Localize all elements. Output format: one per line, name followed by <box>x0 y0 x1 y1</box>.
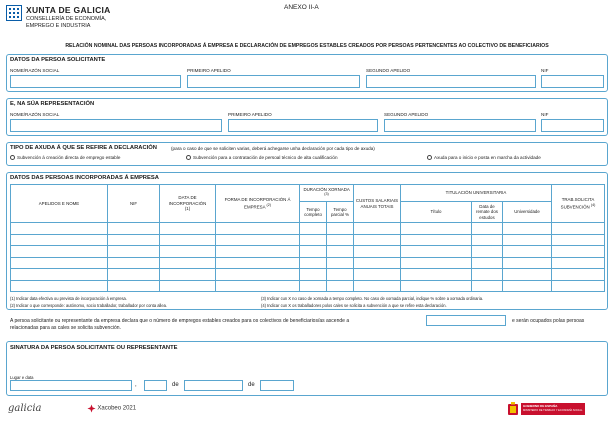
persons-table-body <box>11 223 605 292</box>
cell-degree-date[interactable] <box>472 223 503 235</box>
table-row <box>11 280 605 292</box>
cell-full-time[interactable] <box>300 280 327 292</box>
place-date-label: Lugar e data <box>10 375 34 380</box>
representative-surname2-label: SEGUNDO APELIDO <box>384 112 429 117</box>
cell-date[interactable] <box>160 280 216 292</box>
year-field[interactable] <box>260 380 294 391</box>
applicant-name-field[interactable] <box>10 75 181 88</box>
cell-part-time[interactable] <box>327 280 354 292</box>
cell-date[interactable] <box>160 257 216 269</box>
cell-names[interactable] <box>11 223 108 235</box>
document-title: RELACIÓN NOMINAL DAS PERSOAS INCORPORADAS Á EMPRESA E DECLARACIÓN DE EMPREGOS ESTABLES CREADOS POR PERSOAS PERTENCENTES AO COLECTIVO DE BENEFICIARIOS <box>65 43 549 49</box>
aid-option-3-radio[interactable] <box>427 155 432 160</box>
cell-date[interactable] <box>160 246 216 258</box>
xunta-emblem-icon <box>6 5 22 21</box>
col-date-header: DATA DE INCORPORACIÓN (1) <box>160 185 216 223</box>
xacobeo-wordmark: Xacobeo 2021 <box>97 405 137 412</box>
aid-option-1-label: Subvención á creación directa de emprego estable <box>17 155 121 160</box>
cell-form[interactable] <box>216 246 300 258</box>
aid-option-2-label: Subvención para a contratación de persoal técnico de alta cualificación <box>193 155 338 160</box>
col-form-header: FORMA DE INCORPORACIÓN Á EMPRESA $^{(2)}$ <box>216 185 300 223</box>
cell-nif[interactable] <box>108 234 160 246</box>
cell-degree-date[interactable] <box>472 234 503 246</box>
cell-part-time[interactable] <box>327 246 354 258</box>
representative-surname1-label: PRIMEIRO APELIDO <box>228 112 272 117</box>
aid-option-1-radio[interactable] <box>10 155 15 160</box>
cell-degree-univ[interactable] <box>503 234 552 246</box>
cell-costs[interactable] <box>354 280 401 292</box>
col-degree-title-header: Título <box>401 202 472 223</box>
col-degree-univ-header: Universidade <box>503 202 552 223</box>
signature-title: SINATURA DA PERSOA SOLICITANTE OU REPRESENTANTE <box>10 345 178 351</box>
aid-type-note: (para o caso de que se soliciten varias, deberá achegarse unha declaración por cada tipo de axuda) <box>171 146 375 151</box>
cell-request[interactable] <box>552 246 605 258</box>
declaration-text-2: relacionadas para as cales se solicita subvención. <box>10 325 121 331</box>
cell-full-time[interactable] <box>300 257 327 269</box>
galicia-logo <box>8 403 42 415</box>
applicant-surname2-field[interactable] <box>366 75 536 88</box>
ministry-logo <box>507 402 587 418</box>
cell-nif[interactable] <box>108 257 160 269</box>
ministry-box <box>521 403 585 415</box>
jobs-count-field[interactable] <box>426 315 506 326</box>
cell-nif[interactable] <box>108 280 160 292</box>
cell-costs[interactable] <box>354 234 401 246</box>
representative-nif-label: NIF <box>541 112 549 117</box>
cell-degree-title[interactable] <box>401 246 472 258</box>
representative-title: E, NA SÚA REPRESENTACIÓN <box>10 101 95 107</box>
cell-request[interactable] <box>552 257 605 269</box>
applicant-surname1-field[interactable] <box>187 75 360 88</box>
col-request-header: TRAB.SOLICITA SUBVENCIÓN $^{(4)}$ <box>552 185 605 223</box>
place-field[interactable] <box>10 380 132 391</box>
representative-nif-field[interactable] <box>541 119 604 132</box>
cell-full-time[interactable] <box>300 223 327 235</box>
cell-degree-univ[interactable] <box>503 246 552 258</box>
cell-names[interactable] <box>11 269 108 281</box>
representative-name-field[interactable] <box>10 119 222 132</box>
cell-request[interactable] <box>552 280 605 292</box>
footnote-3: (3) Indicar cun X no caso de xornada a tempo completo. No caso de xornada parcial, indique % sobre a xornada ordinaria. <box>261 296 484 301</box>
col-costs-header: CUSTOS SALARIAIS ANUAIS TOTAIS <box>354 185 401 223</box>
cell-form[interactable] <box>216 280 300 292</box>
spain-coat-of-arms-icon <box>507 402 519 416</box>
cell-degree-title[interactable] <box>401 223 472 235</box>
cell-nif[interactable] <box>108 223 160 235</box>
cell-degree-date[interactable] <box>472 280 503 292</box>
annex-label: ANEXO II-A <box>284 4 319 11</box>
aid-option-2-radio[interactable] <box>186 155 191 160</box>
cell-names[interactable] <box>11 234 108 246</box>
aid-type-title: TIPO DE AXUDA Á QUE SE REFIRE A DECLARACIÓN <box>10 145 157 151</box>
cell-date[interactable] <box>160 269 216 281</box>
table-row <box>11 234 605 246</box>
persons-title: DATOS DAS PERSOAS INCORPORADAS Á EMPRESA <box>10 175 159 181</box>
cell-full-time[interactable] <box>300 234 327 246</box>
cell-part-time[interactable] <box>327 223 354 235</box>
cell-date[interactable] <box>160 223 216 235</box>
place-date-separator: , <box>135 382 137 388</box>
declaration-text-1: A persoa solicitante ou representante da empresa declara que o número de empregos estables creados para os colectivos de beneficiarios/as ascende a <box>10 318 350 324</box>
cell-nif[interactable] <box>108 269 160 281</box>
cell-degree-title[interactable] <box>401 280 472 292</box>
aid-option-3-label: Axuda para o inicio e posta en marcha da actividade <box>434 155 541 160</box>
cell-part-time[interactable] <box>327 269 354 281</box>
cell-degree-date[interactable] <box>472 257 503 269</box>
department-line2: EMPREGO E INDUSTRIA <box>26 23 91 29</box>
col-duration-header: DURACIÓN XORNADA $^{(3)}$ <box>300 185 354 202</box>
cell-costs[interactable] <box>354 246 401 258</box>
col-degree-date-header: Data de remate dos estudos <box>472 202 503 223</box>
cell-nif[interactable] <box>108 246 160 258</box>
col-degree-header: TITULACIÓN UNIVERSITARIA <box>401 185 552 202</box>
cell-degree-univ[interactable] <box>503 223 552 235</box>
col-full-time-header: Tempo completo <box>300 202 327 223</box>
applicant-name-label: NOME/RAZÓN SOCIAL <box>10 68 60 73</box>
date-de-2: de <box>248 382 255 388</box>
xacobeo-logo <box>87 404 136 416</box>
cell-degree-univ[interactable] <box>503 257 552 269</box>
applicant-nif-field[interactable] <box>541 75 604 88</box>
xunta-logo <box>6 5 22 21</box>
cell-form[interactable] <box>216 269 300 281</box>
cell-request[interactable] <box>552 223 605 235</box>
applicant-surname2-label: SEGUNDO APELIDO <box>366 68 411 73</box>
cell-degree-title[interactable] <box>401 269 472 281</box>
month-field[interactable] <box>184 380 243 391</box>
cell-degree-date[interactable] <box>472 246 503 258</box>
representative-surname1-field[interactable] <box>228 119 378 132</box>
table-row <box>11 246 605 258</box>
applicant-surname1-label: PRIMEIRO APELIDO <box>187 68 231 73</box>
cell-names[interactable] <box>11 246 108 258</box>
cell-costs[interactable] <box>354 223 401 235</box>
table-row <box>11 223 605 235</box>
cell-costs[interactable] <box>354 257 401 269</box>
date-de-1: de <box>172 382 179 388</box>
day-field[interactable] <box>144 380 167 391</box>
department-line1: CONSELLERÍA DE ECONOMÍA, <box>26 16 107 22</box>
table-row <box>11 257 605 269</box>
footnote-1: (1) Indicar data efectiva ou prevista de incorporación á empresa. <box>10 296 127 301</box>
cell-costs[interactable] <box>354 269 401 281</box>
cell-names[interactable] <box>11 280 108 292</box>
cell-part-time[interactable] <box>327 234 354 246</box>
cell-degree-title[interactable] <box>401 257 472 269</box>
persons-table <box>10 184 605 292</box>
cell-request[interactable] <box>552 269 605 281</box>
cell-degree-univ[interactable] <box>503 280 552 292</box>
col-names-header: APELIDOS E NOME <box>11 185 108 223</box>
galicia-wordmark: galicia <box>8 403 42 414</box>
org-name: XUNTA DE GALICIA <box>26 5 111 15</box>
cell-full-time[interactable] <box>300 269 327 281</box>
applicant-title: DATOS DA PERSOA SOLICITANTE <box>10 57 106 63</box>
col-nif-header: NIF <box>108 185 160 223</box>
cell-form[interactable] <box>216 257 300 269</box>
cell-form[interactable] <box>216 223 300 235</box>
cell-part-time[interactable] <box>327 257 354 269</box>
footnote-4: (4) Indicar cun X os traballadores polos cales se solicita a subvención a que se refire esta declaración. <box>261 303 447 308</box>
xacobeo-icon <box>87 404 96 413</box>
applicant-nif-label: NIF <box>541 68 549 73</box>
representative-surname2-field[interactable] <box>384 119 536 132</box>
col-part-time-header: Tempo parcial % <box>327 202 354 223</box>
cell-request[interactable] <box>552 234 605 246</box>
cell-names[interactable] <box>11 257 108 269</box>
cell-date[interactable] <box>160 234 216 246</box>
table-row <box>11 269 605 281</box>
cell-degree-univ[interactable] <box>503 269 552 281</box>
ministry-line1: GOBIERNO DE ESPAÑA <box>523 404 558 408</box>
cell-degree-title[interactable] <box>401 234 472 246</box>
cell-full-time[interactable] <box>300 246 327 258</box>
representative-name-label: NOME/RAZÓN SOCIAL <box>10 112 60 117</box>
ministry-line2: MINISTERIO DE TRABAJO Y ECONOMÍA SOCIAL <box>523 409 583 412</box>
footnote-2: (2) Indicar o que corresponde: autónomo, socio traballador, traballador por conta allea. <box>10 303 168 308</box>
cell-degree-date[interactable] <box>472 269 503 281</box>
declaration-text-3: e serán ocupados polas persoas <box>512 318 585 324</box>
cell-form[interactable] <box>216 234 300 246</box>
